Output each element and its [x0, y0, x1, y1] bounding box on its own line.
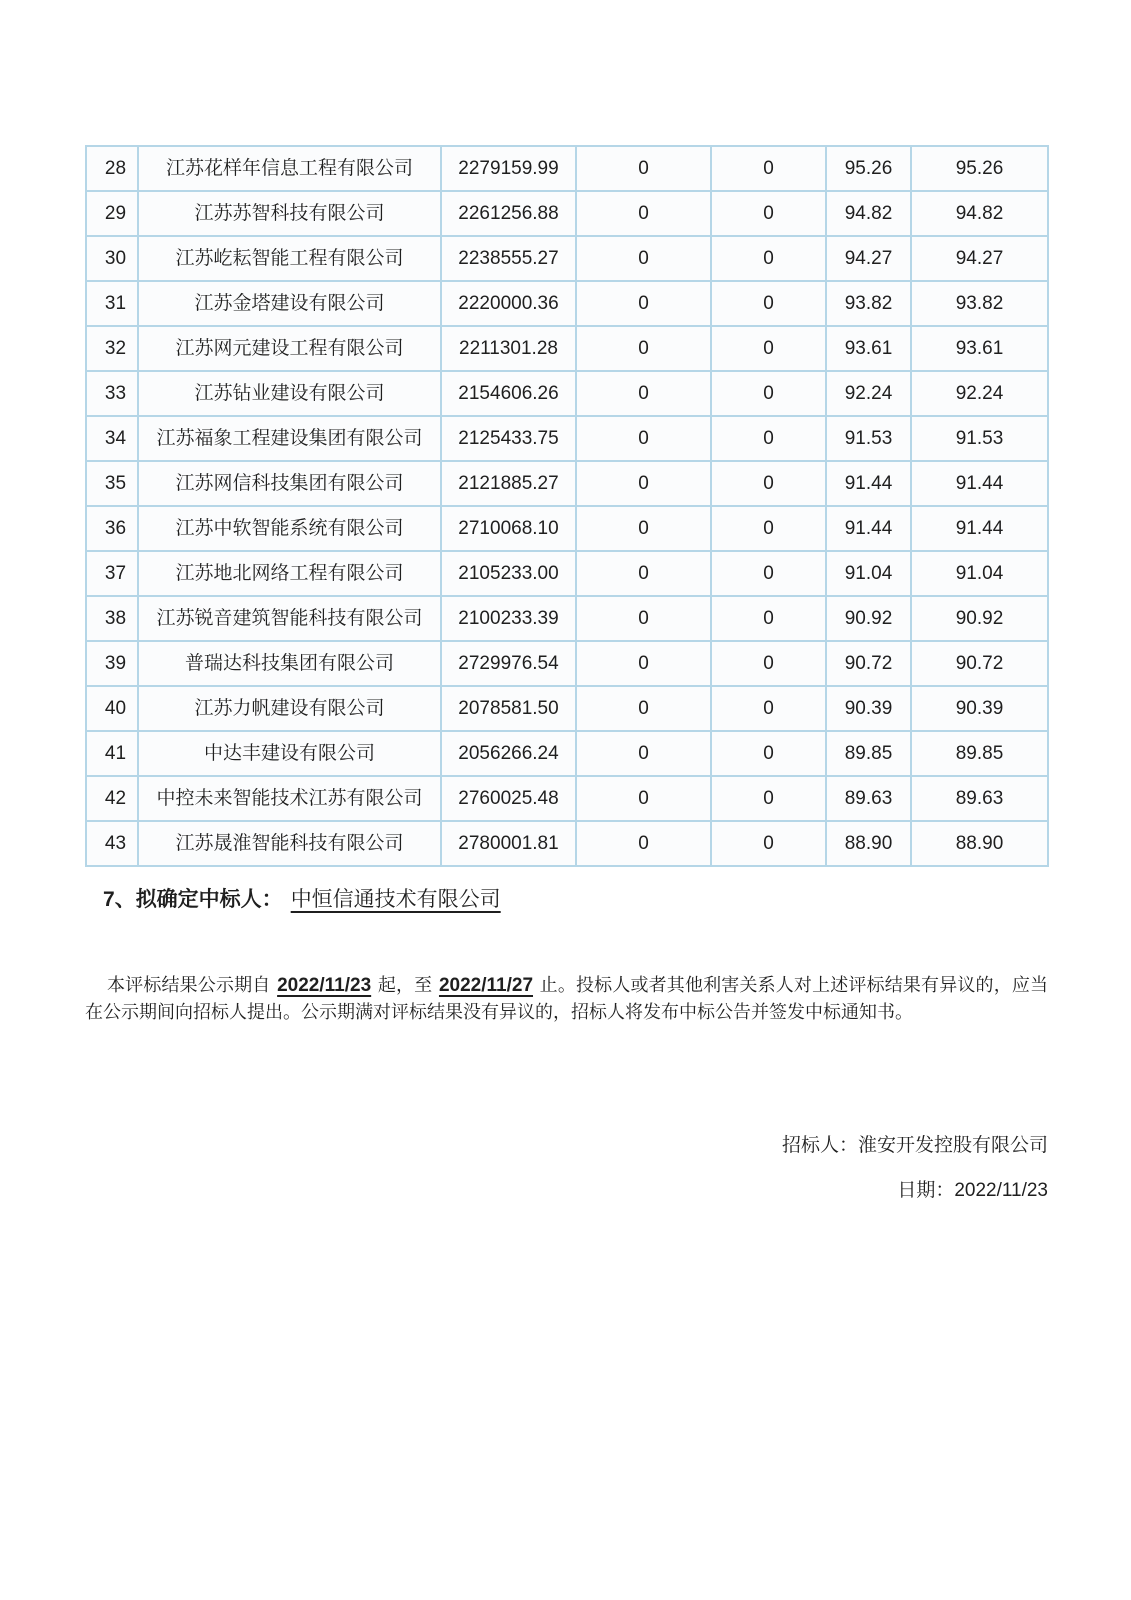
bidder-name-cell: 中达丰建设有限公司 [138, 731, 441, 776]
rank-cell: 28 [86, 146, 138, 191]
bidder-name-cell: 江苏中软智能系统有限公司 [138, 506, 441, 551]
deduction-b-cell: 0 [711, 416, 826, 461]
deduction-a-cell: 0 [576, 641, 711, 686]
signature-block [782, 1132, 1048, 1205]
deduction-b-cell: 0 [711, 461, 826, 506]
bid-price-cell: 2125433.75 [441, 416, 576, 461]
rank-cell: 42 [86, 776, 138, 821]
deduction-b-cell: 0 [711, 596, 826, 641]
rank-cell: 29 [86, 191, 138, 236]
score-cell: 94.82 [826, 191, 911, 236]
bid-price-cell: 2100233.39 [441, 596, 576, 641]
deduction-b-cell: 0 [711, 236, 826, 281]
deduction-b-cell: 0 [711, 776, 826, 821]
winner-item-number: 7 [103, 888, 115, 911]
table-row [86, 506, 1048, 551]
notice-text-3: 止。投标人或者其他利害关系人对上述评标结果有异议的，应当在公示期间向招标人提出。公示期满对评标结果没有异议的，招标人将发布中标公告并签发中标通知书。 [85, 975, 1049, 1022]
bid-price-cell: 2780001.81 [441, 821, 576, 866]
table-row [86, 191, 1048, 236]
deduction-b-cell: 0 [711, 281, 826, 326]
final-score-cell: 91.44 [911, 461, 1048, 506]
bid-price-cell: 2279159.99 [441, 146, 576, 191]
table-row [86, 146, 1048, 191]
rank-cell: 43 [86, 821, 138, 866]
winner-line [103, 884, 501, 915]
final-score-cell: 89.63 [911, 776, 1048, 821]
bidder-name-cell: 江苏网元建设工程有限公司 [138, 326, 441, 371]
notice-paragraph [85, 972, 1048, 1026]
final-score-cell: 94.27 [911, 236, 1048, 281]
deduction-a-cell: 0 [576, 416, 711, 461]
rank-cell: 34 [86, 416, 138, 461]
bidder-name-cell: 中控未来智能技术江苏有限公司 [138, 776, 441, 821]
final-score-cell: 95.26 [911, 146, 1048, 191]
bid-price-cell: 2105233.00 [441, 551, 576, 596]
bid-price-cell: 2261256.88 [441, 191, 576, 236]
rank-cell: 41 [86, 731, 138, 776]
bidder-name-cell: 江苏力帆建设有限公司 [138, 686, 441, 731]
bid-price-cell: 2760025.48 [441, 776, 576, 821]
rank-cell: 37 [86, 551, 138, 596]
winner-label: 拟确定中标人： [135, 887, 283, 911]
bid-price-cell: 2238555.27 [441, 236, 576, 281]
final-score-cell: 89.85 [911, 731, 1048, 776]
score-cell: 88.90 [826, 821, 911, 866]
final-score-cell: 94.82 [911, 191, 1048, 236]
table-row [86, 641, 1048, 686]
deduction-a-cell: 0 [576, 281, 711, 326]
score-cell: 90.92 [826, 596, 911, 641]
bidder-name-cell: 普瑞达科技集团有限公司 [138, 641, 441, 686]
score-cell: 90.72 [826, 641, 911, 686]
deduction-b-cell: 0 [711, 191, 826, 236]
notice-text-1: 本评标结果公示期自 [107, 975, 276, 995]
bidder-name-cell: 江苏晟淮智能科技有限公司 [138, 821, 441, 866]
bidder-name-cell: 江苏地北网络工程有限公司 [138, 551, 441, 596]
table-row [86, 776, 1048, 821]
score-cell: 91.44 [826, 461, 911, 506]
deduction-b-cell: 0 [711, 821, 826, 866]
deduction-b-cell: 0 [711, 326, 826, 371]
rank-cell: 33 [86, 371, 138, 416]
bidder-name-cell: 江苏苏智科技有限公司 [138, 191, 441, 236]
bid-price-cell: 2078581.50 [441, 686, 576, 731]
rank-cell: 35 [86, 461, 138, 506]
bid-price-cell: 2121885.27 [441, 461, 576, 506]
table-row [86, 596, 1048, 641]
score-cell: 91.04 [826, 551, 911, 596]
score-cell: 92.24 [826, 371, 911, 416]
deduction-a-cell: 0 [576, 461, 711, 506]
rank-cell: 30 [86, 236, 138, 281]
final-score-cell: 88.90 [911, 821, 1048, 866]
bid-price-cell: 2220000.36 [441, 281, 576, 326]
score-cell: 89.63 [826, 776, 911, 821]
score-cell: 90.39 [826, 686, 911, 731]
deduction-a-cell: 0 [576, 236, 711, 281]
deduction-b-cell: 0 [711, 551, 826, 596]
deduction-b-cell: 0 [711, 641, 826, 686]
winner-item-separator: 、 [114, 887, 136, 911]
rank-cell: 36 [86, 506, 138, 551]
deduction-a-cell: 0 [576, 371, 711, 416]
deduction-a-cell: 0 [576, 191, 711, 236]
winner-name: 中恒信通技术有限公司 [290, 887, 501, 911]
rank-cell: 38 [86, 596, 138, 641]
final-score-cell: 90.72 [911, 641, 1048, 686]
notice-text-2: 起，至 [373, 975, 437, 995]
deduction-b-cell: 0 [711, 686, 826, 731]
final-score-cell: 90.39 [911, 686, 1048, 731]
rank-cell: 39 [86, 641, 138, 686]
bidder-name-cell: 江苏网信科技集团有限公司 [138, 461, 441, 506]
bid-price-cell: 2729976.54 [441, 641, 576, 686]
bidder-name-cell: 江苏锐音建筑智能科技有限公司 [138, 596, 441, 641]
table-row [86, 731, 1048, 776]
score-cell: 91.53 [826, 416, 911, 461]
table-row [86, 686, 1048, 731]
bidder-name-cell: 江苏钻业建设有限公司 [138, 371, 441, 416]
table-row [86, 821, 1048, 866]
publicity-start-date: 2022/11/23 [277, 975, 372, 996]
final-score-cell: 90.92 [911, 596, 1048, 641]
deduction-a-cell: 0 [576, 821, 711, 866]
publicity-end-date: 2022/11/27 [438, 975, 534, 996]
table-row [86, 326, 1048, 371]
final-score-cell: 92.24 [911, 371, 1048, 416]
final-score-cell: 93.61 [911, 326, 1048, 371]
signature-date-line: 日期：2022/11/23 [897, 1180, 1048, 1201]
bid-price-cell: 2710068.10 [441, 506, 576, 551]
score-cell: 94.27 [826, 236, 911, 281]
bidder-name-cell: 江苏金塔建设有限公司 [138, 281, 441, 326]
tenderer-line: 招标人：淮安开发控股有限公司 [781, 1135, 1048, 1156]
score-cell: 93.61 [826, 326, 911, 371]
table-row [86, 281, 1048, 326]
table-row [86, 416, 1048, 461]
deduction-a-cell: 0 [576, 596, 711, 641]
score-cell: 95.26 [826, 146, 911, 191]
deduction-a-cell: 0 [576, 731, 711, 776]
results-table-body [86, 146, 1048, 866]
final-score-cell: 91.53 [911, 416, 1048, 461]
deduction-a-cell: 0 [576, 506, 711, 551]
table-row [86, 461, 1048, 506]
bid-price-cell: 2056266.24 [441, 731, 576, 776]
deduction-a-cell: 0 [576, 146, 711, 191]
rank-cell: 40 [86, 686, 138, 731]
bidder-name-cell: 江苏花样年信息工程有限公司 [138, 146, 441, 191]
bid-price-cell: 2154606.26 [441, 371, 576, 416]
table-row [86, 236, 1048, 281]
bidder-name-cell: 江苏屹耘智能工程有限公司 [138, 236, 441, 281]
bid-results-table [85, 145, 1049, 867]
table-row [86, 371, 1048, 416]
final-score-cell: 93.82 [911, 281, 1048, 326]
deduction-a-cell: 0 [576, 551, 711, 596]
score-cell: 89.85 [826, 731, 911, 776]
score-cell: 91.44 [826, 506, 911, 551]
bidder-name-cell: 江苏福象工程建设集团有限公司 [138, 416, 441, 461]
deduction-a-cell: 0 [576, 326, 711, 371]
final-score-cell: 91.44 [911, 506, 1048, 551]
rank-cell: 32 [86, 326, 138, 371]
deduction-a-cell: 0 [576, 776, 711, 821]
score-cell: 93.82 [826, 281, 911, 326]
deduction-b-cell: 0 [711, 506, 826, 551]
final-score-cell: 91.04 [911, 551, 1048, 596]
deduction-b-cell: 0 [711, 146, 826, 191]
rank-cell: 31 [86, 281, 138, 326]
bid-price-cell: 2211301.28 [441, 326, 576, 371]
deduction-a-cell: 0 [576, 686, 711, 731]
table-row [86, 551, 1048, 596]
deduction-b-cell: 0 [711, 371, 826, 416]
deduction-b-cell: 0 [711, 731, 826, 776]
